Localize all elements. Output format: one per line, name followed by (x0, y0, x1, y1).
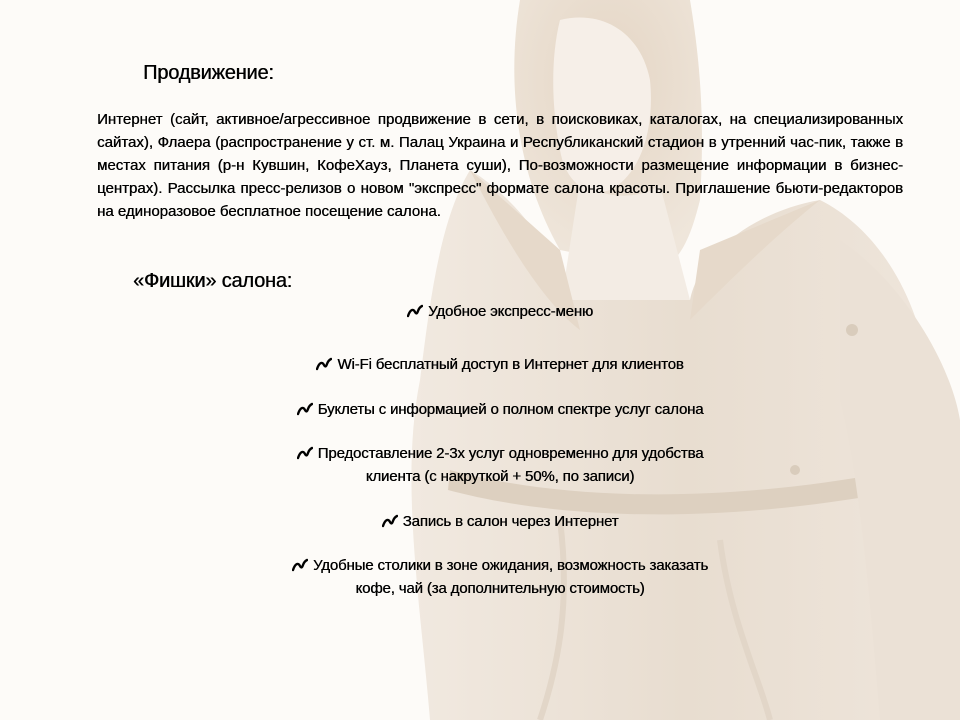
feature-text: Wi-Fi бесплатный доступ в Интернет для клиентов (337, 356, 684, 373)
features-heading: «Фишки» салона: (133, 270, 293, 292)
feature-item (200, 554, 800, 600)
swirl-bullet-icon (297, 446, 313, 460)
promotion-text: Интернет (сайт, активное/агрессивное продвижение в сети, в поисковиках, каталогах, на специализированных сайтах), Флаера (распространение у ст. м. Палац Украина и Республиканский стадион в утренний час-пик, также в местах питания (р-н Кувшин, КофеХауз, Планета суши), По-возможности размещение информации в бизнес-центрах). Рассылка пресс-релизов о новом "экспресс" формате салона красоты. Приглашение бьюти-редакторов на единоразовое бесплатное посещение салона. (97, 111, 903, 220)
swirl-bullet-icon (382, 514, 398, 528)
feature-item (200, 353, 800, 376)
feature-text: Предоставление 2-3х услуг одновременно для удобства (317, 445, 704, 462)
feature-item (200, 442, 800, 488)
feature-text: Запись в салон через Интернет (402, 513, 619, 530)
swirl-bullet-icon (316, 357, 332, 371)
feature-text-line2: клиента (с накруткой + 50%, по записи) (365, 468, 635, 485)
feature-text: Буклеты с информацией о полном спектре услуг салона (317, 401, 704, 418)
swirl-bullet-icon (292, 558, 308, 572)
promotion-heading: Продвижение: (143, 62, 274, 84)
feature-item (200, 510, 800, 533)
swirl-bullet-icon (407, 304, 423, 318)
feature-text: Удобные столики в зоне ожидания, возможность заказать (312, 557, 709, 574)
feature-item (200, 398, 800, 421)
feature-item (200, 300, 800, 323)
feature-text-line2: кофе, чай (за дополнительную стоимость) (355, 580, 645, 597)
feature-text: Удобное экспресс-меню (428, 303, 593, 320)
swirl-bullet-icon (297, 402, 313, 416)
